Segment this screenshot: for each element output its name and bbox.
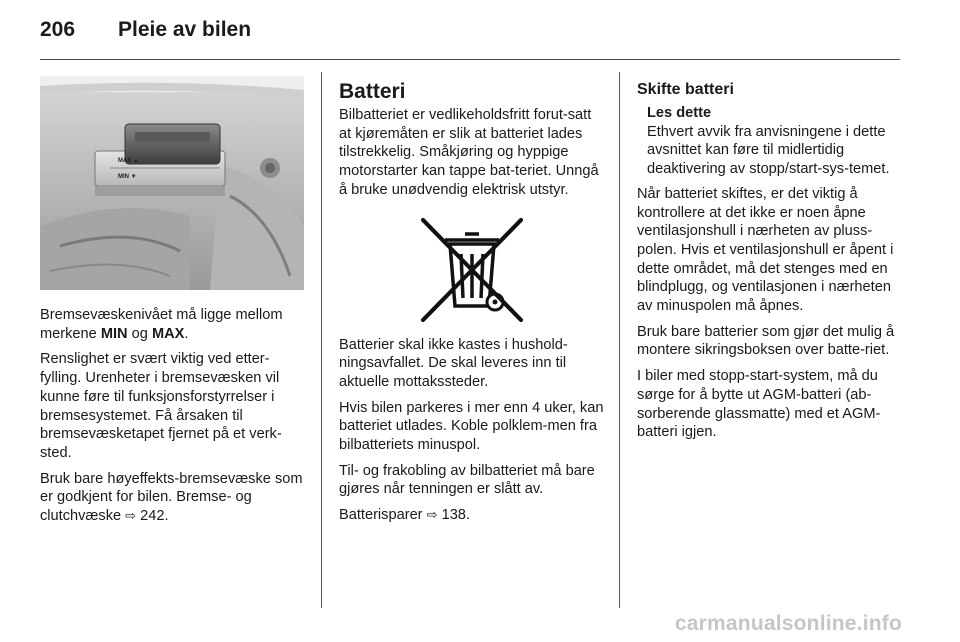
agm-battery-paragraph: I biler med stopp-start-system, må du sørge for å bytte ut AGM-batteri (ab-sorberende glassmatte) med et AGM-batteri igjen. bbox=[637, 368, 881, 441]
cleanliness-paragraph: Renslighet er svært viktig ved etter-fylling. Urenheter i bremsevæsken vil kunne føre til funksjonsforstyrrelser i bremsesystemet. Få årsaken til bremsevæsketapet fjernet på et verk-sted. bbox=[40, 351, 282, 461]
section-title-battery: Batteri bbox=[339, 80, 406, 103]
arrow-right-icon: ⇨ bbox=[426, 507, 438, 523]
header-divider bbox=[40, 59, 900, 60]
crossed-out-bin-icon bbox=[417, 214, 527, 326]
column-replace-battery bbox=[637, 74, 903, 449]
max-marker-label: MAX ▲ bbox=[118, 158, 139, 164]
column-battery bbox=[339, 74, 605, 532]
battery-saver-paragraph: Batterisparer ⇨ 138. bbox=[339, 507, 470, 524]
page-number: 206 bbox=[40, 18, 76, 41]
brake-fluid-type-paragraph: Bruk bare høyeffekts-bremsevæske som er godkjent for bilen. Bremse- og clutchvæske ⇨ 242. bbox=[40, 470, 303, 525]
battery-maintenance-paragraph: Bilbatteriet er vedlikeholdsfritt forut-satt at kjøremåten er slik at batteriet lades tilstrekkelig. Småkjøring og hyppige motorstarter kan tappe bat-teriet. Unngå å bruke unødvendig elektrisk utstyr. bbox=[339, 107, 599, 198]
max-keyword: MAX bbox=[151, 325, 185, 342]
watermark: carmanualsonline.info bbox=[674, 612, 902, 635]
min-marker-label: MIN ▼ bbox=[118, 174, 137, 180]
column-divider-1 bbox=[321, 72, 322, 608]
column-divider-2 bbox=[619, 72, 620, 608]
note-text: Ethvert avvik fra anvisningene i dette avsnittet kan føre til midlertidig deaktivering av stopp/start-sys-temet. bbox=[647, 123, 890, 178]
ventilation-paragraph: Når batteriet skiftes, er det viktig å kontrollere at det ikke er noen åpne ventilasjonshull i nærheten av pluss-polen. Hvis et ventilasjonshull er åpent i dette området, må det stenges med en blindplugg, og ventilasjonen i nærheten av minuspolen må åpnes. bbox=[637, 185, 894, 315]
page-reference-link[interactable]: 138. bbox=[441, 507, 470, 524]
section-title-replace-battery: Skifte batteri bbox=[637, 81, 734, 98]
brake-fluid-level-paragraph: Bremsevæskenivået må ligge mellom merkene MIN og MAX. bbox=[40, 307, 283, 342]
chapter-title: Pleie av bilen bbox=[118, 18, 252, 41]
note-title: Les dette bbox=[647, 105, 712, 121]
fusebox-paragraph: Bruk bare batterier som gjør det mulig å montere sikringsboksen over batte-riet. bbox=[637, 323, 895, 359]
note-box bbox=[637, 104, 903, 179]
min-keyword: MIN bbox=[100, 325, 128, 342]
brake-fluid-reservoir-photo bbox=[40, 76, 304, 290]
page-header bbox=[40, 18, 251, 48]
battery-disposal-paragraph: Batterier skal ikke kastes i hushold-ningsavfallet. De skal leveres inn til aktuelle mottakssteder. bbox=[339, 336, 568, 390]
column-brake-fluid bbox=[40, 74, 306, 533]
battery-connect-paragraph: Til- og frakobling av bilbatteriet må bare gjøres når tenningen er slått av. bbox=[339, 462, 595, 498]
arrow-right-icon: ⇨ bbox=[125, 508, 137, 524]
page-reference-link[interactable]: 242. bbox=[140, 508, 169, 525]
battery-parking-paragraph: Hvis bilen parkeres i mer enn 4 uker, kan batteriet utlades. Koble polklem-men fra bilbatteriets minuspol. bbox=[339, 399, 604, 454]
